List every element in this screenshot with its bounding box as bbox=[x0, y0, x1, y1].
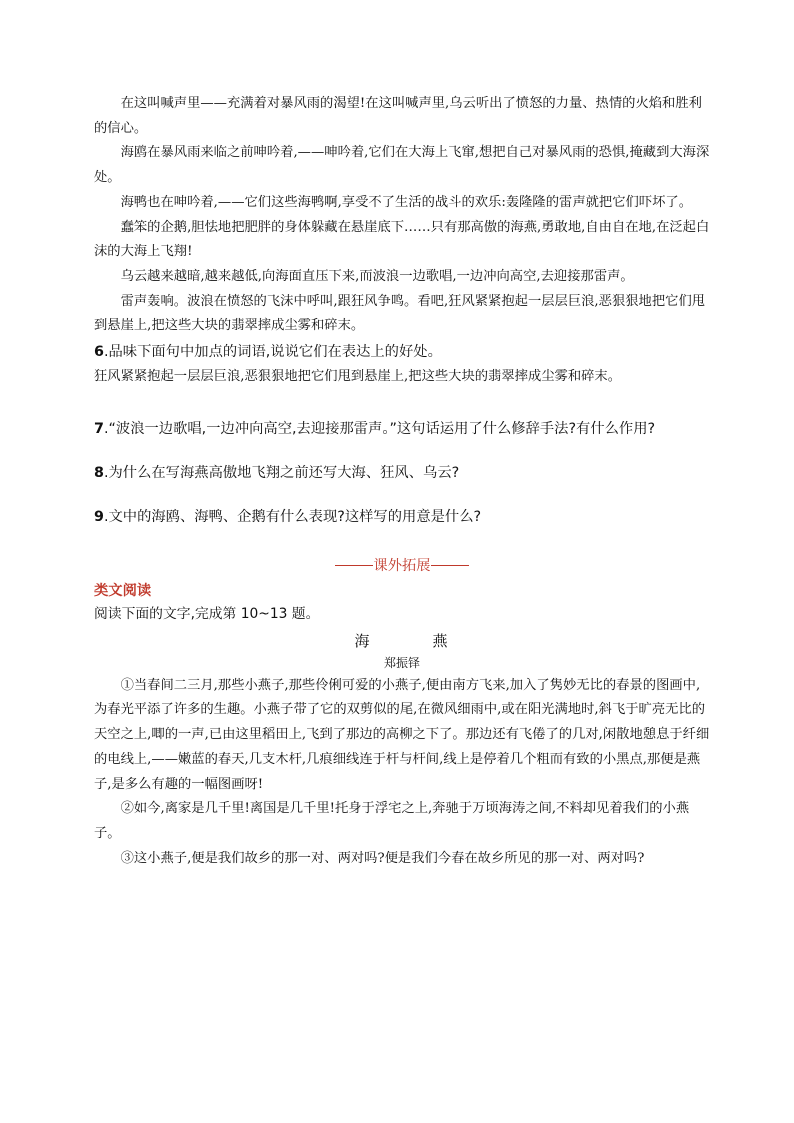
question-number: 8 bbox=[94, 464, 104, 481]
question-6 bbox=[94, 339, 710, 365]
subsection-heading: 类文阅读 bbox=[94, 582, 152, 599]
passage-paragraph: 海鸭也在呻吟着,——它们这些海鸭啊,享受不了生活的战斗的欢乐:轰隆隆的雷声就把它们吓坏了。 bbox=[120, 194, 692, 210]
question-8 bbox=[94, 460, 710, 486]
question-text: .品味下面句中加点的词语,说说它们在表达上的好处。 bbox=[103, 344, 442, 361]
article-paragraph: ②如今,离家是几千里!离国是几千里!托身于浮宅之上,奔驰于万顷海涛之间,不料却见着我们的小燕子。 bbox=[94, 801, 690, 841]
instruction-text: 阅读下面的文字,完成第 10~13 题。 bbox=[94, 605, 320, 622]
passage-paragraph: 蠢笨的企鹅,胆怯地把肥胖的身体躲藏在悬崖底下……只有那高傲的海燕,勇敢地,自由自在地,在泛起白沫的大海上飞翔! bbox=[94, 219, 710, 260]
passage-paragraph: 在这叫喊声里——充满着对暴风雨的渴望!在这叫喊声里,乌云听出了愤怒的力量、热情的火焰和胜利的信心。 bbox=[94, 96, 702, 136]
divider bbox=[335, 565, 373, 566]
passage-paragraph: 海鸥在暴风雨来临之前呻吟着,——呻吟着,它们在大海上飞窜,想把自己对暴风雨的恐惧,掩藏到大海深处。 bbox=[94, 145, 710, 186]
question-text: .为什么在写海燕高傲地飞翔之前还写大海、狂风、乌云? bbox=[103, 464, 460, 481]
section-heading bbox=[94, 554, 710, 578]
page-content bbox=[94, 92, 710, 871]
question-text: .文中的海鸥、海鸭、企鹅有什么表现?这样写的用意是什么? bbox=[103, 508, 482, 525]
question-6-quote: 狂风紧紧抱起一层层巨浪,恶狠狠地把它们甩到悬崖上,把这些大块的翡翠摔成尘雾和碎末。 bbox=[94, 369, 622, 385]
article-paragraph: ①当春间二三月,那些小燕子,那些伶俐可爱的小燕子,便由南方飞来,加入了隽妙无比的春景的图画中,为春光平添了许多的生趣。小燕子带了它的双剪似的尾,在微风细雨中,或在阳光满地时,斜飞于旷亮无比的天空之上,唧的一声,已由这里稻田上,飞到了那边的高柳之下了。那边还有飞倦了的几对,闲散地憩息于纤细的电线上,——嫩蓝的春天,几支木杆,几痕细线连于杆与杆间,线上是停着几个粗而有致的小黑点,那便是燕子,是多么有趣的一幅图画呀! bbox=[94, 677, 710, 792]
question-7 bbox=[94, 416, 710, 442]
question-number: 7 bbox=[94, 420, 104, 437]
question-number: 6 bbox=[94, 344, 104, 361]
passage-paragraph: 雷声轰响。波浪在愤怒的飞沫中呼叫,跟狂风争鸣。看吧,狂风紧紧抱起一层层巨浪,恶狠狠地把它们甩到悬崖上,把这些大块的翡翠摔成尘雾和碎末。 bbox=[94, 293, 706, 334]
article-paragraph: ③这小燕子,便是我们故乡的那一对、两对吗?便是我们今春在故乡所见的那一对、两对吗? bbox=[120, 850, 645, 866]
divider bbox=[431, 565, 469, 566]
section-title: 课外拓展 bbox=[373, 557, 431, 574]
question-9 bbox=[94, 504, 710, 530]
article-title: 海 燕 bbox=[354, 631, 472, 650]
article-author: 郑振铎 bbox=[383, 655, 420, 670]
question-text: .“波浪一边歌唱,一边冲向高空,去迎接那雷声。”这句话运用了什么修辞手法?有什么作用? bbox=[103, 420, 656, 437]
question-number: 9 bbox=[94, 508, 104, 525]
passage-paragraph: 乌云越来越暗,越来越低,向海面直压下来,而波浪一边歌唱,一边冲向高空,去迎接那雷声。 bbox=[120, 268, 634, 284]
